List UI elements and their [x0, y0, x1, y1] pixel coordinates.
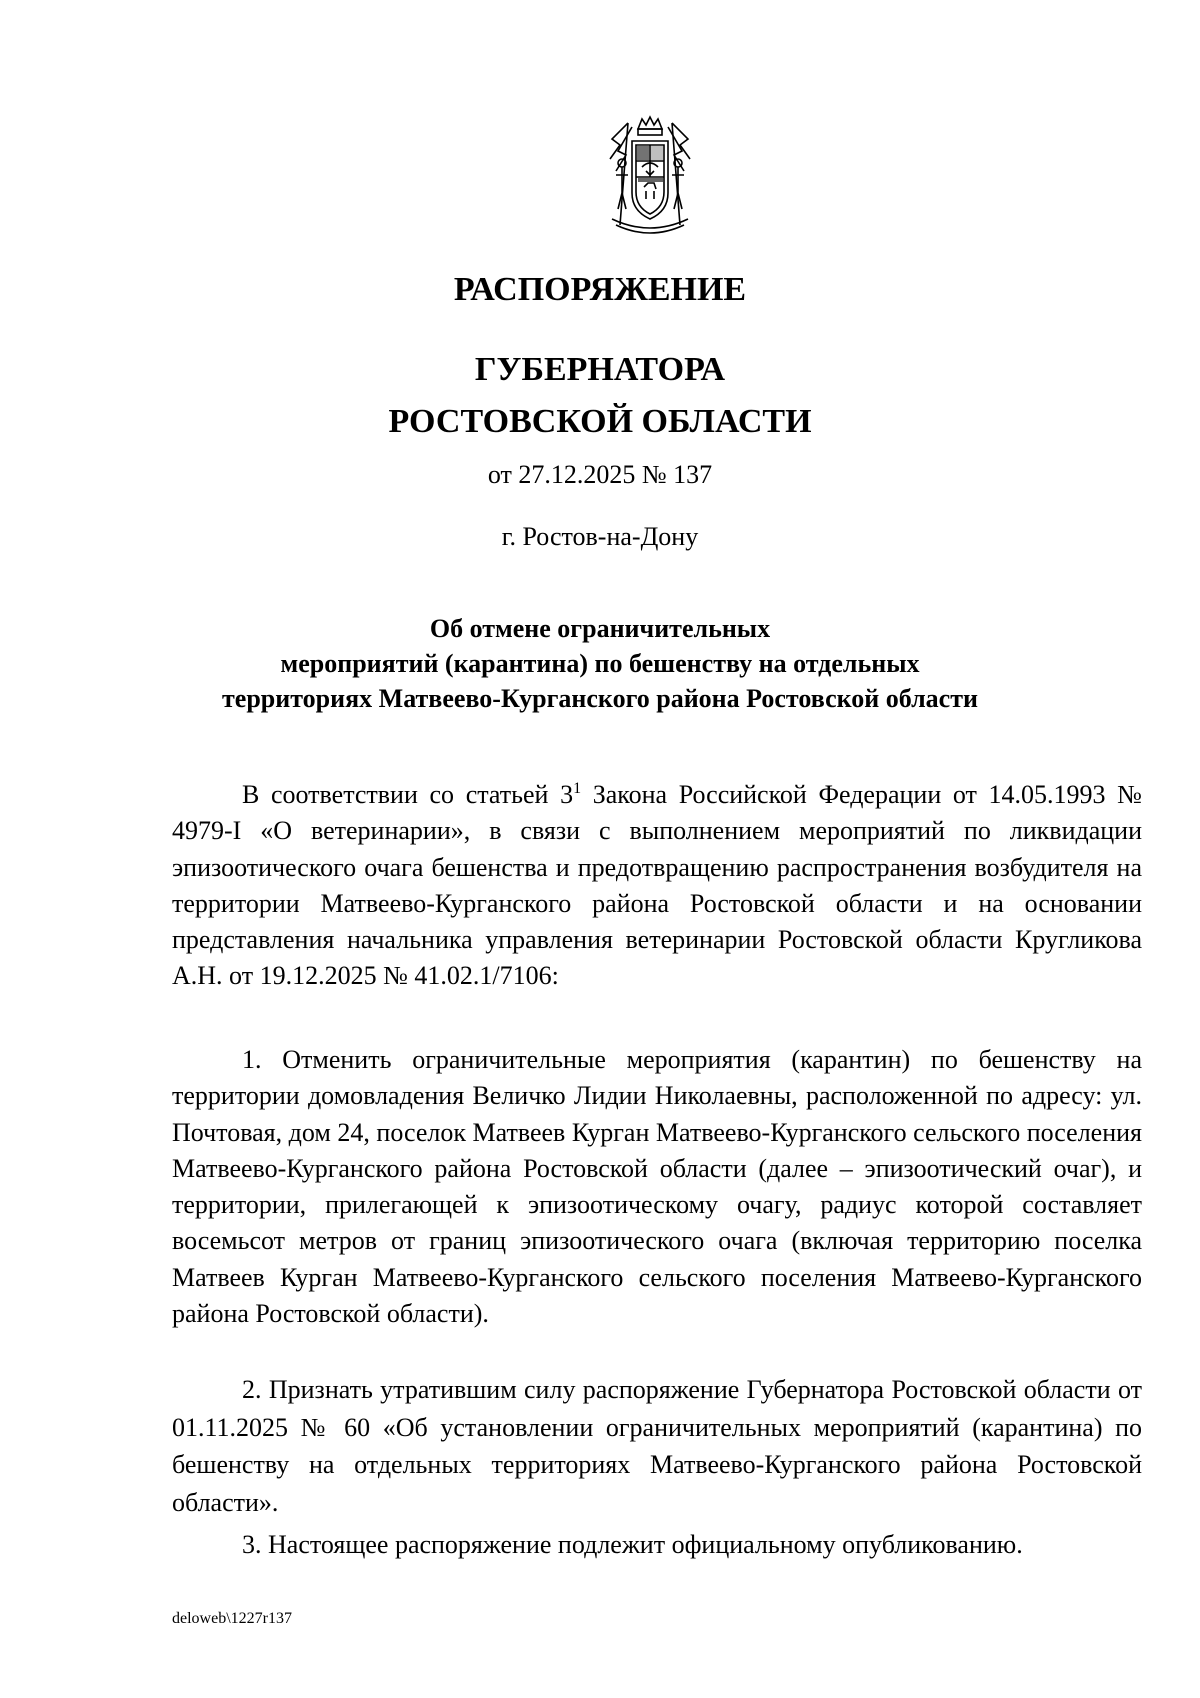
document-date-number: от 27.12.2025 № 137: [487, 460, 713, 489]
order-item-1: 1. Отменить ограничительные мероприятия (карантин) по бешенству на территории домовладения Величко Лидии Николаевны, расположенной по адресу: ул. Почтовая, дом 24, поселок Матвеев Курган Матвеево-Курганского сельского поселения Матвеево-Курганского района Ростовской области (далее – эпизоотический очаг), и территории, прилегающей к эпизоотическому очагу, радиус которой составляет восемьсот метров от границ эпизоотического очага (включая территорию поселка Матвеев Курган Матвеево-Курганского сельского поселения Матвеево-Курганского района Ростовской области).: [172, 1045, 1142, 1329]
preamble-text-start: В соответствии со статьей 3: [242, 780, 574, 809]
document-type-title: РАСПОРЯЖЕНИЕ: [453, 271, 747, 308]
article-superscript: 1: [573, 780, 582, 797]
issuer-title-line2: РОСТОВСКОЙ ОБЛАСТИ: [388, 403, 812, 440]
subject-line-3: территориях Матвеево-Курганского района Ростовской области: [222, 684, 978, 713]
coat-of-arms-icon: [598, 115, 702, 239]
subject-line-1: Об отмене ограничительных: [429, 614, 771, 643]
issuer-title: [0, 344, 1200, 448]
document-city: г. Ростов-на-Дону: [501, 522, 699, 551]
issuer-title-line1: ГУБЕРНАТОРА: [474, 351, 726, 388]
subject-line-2: мероприятий (карантина) по бешенству на отдельных: [280, 649, 920, 678]
preamble-text-end: Закона Российской Федерации от 14.05.1993 № 4979-I «О ветеринарии», в связи с выполнением мероприятий по ликвидации эпизоотического очага бешенства и предотвращению распространения возбудителя на территории Матвеево-Курганского района Ростовской области и на основании представления начальника управления ветеринарии Ростовской области Кругликова А.Н. от 19.12.2025 № 41.02.1/7106:: [172, 780, 1142, 991]
preamble-paragraph: [172, 777, 1142, 995]
document-file-code: deloweb\1227r137: [172, 1610, 292, 1627]
document-subject: [0, 611, 1200, 716]
order-item-3: 3. Настоящее распоряжение подлежит официальному опубликованию.: [242, 1530, 1023, 1559]
order-item-2: 2. Признать утратившим силу распоряжение Губернатора Ростовской области от 01.11.2025 № 60 «Об установлении ограничительных мероприятий (карантина) по бешенству на отдельных территориях Матвеево-Курганского района Ростовской области».: [172, 1375, 1142, 1517]
